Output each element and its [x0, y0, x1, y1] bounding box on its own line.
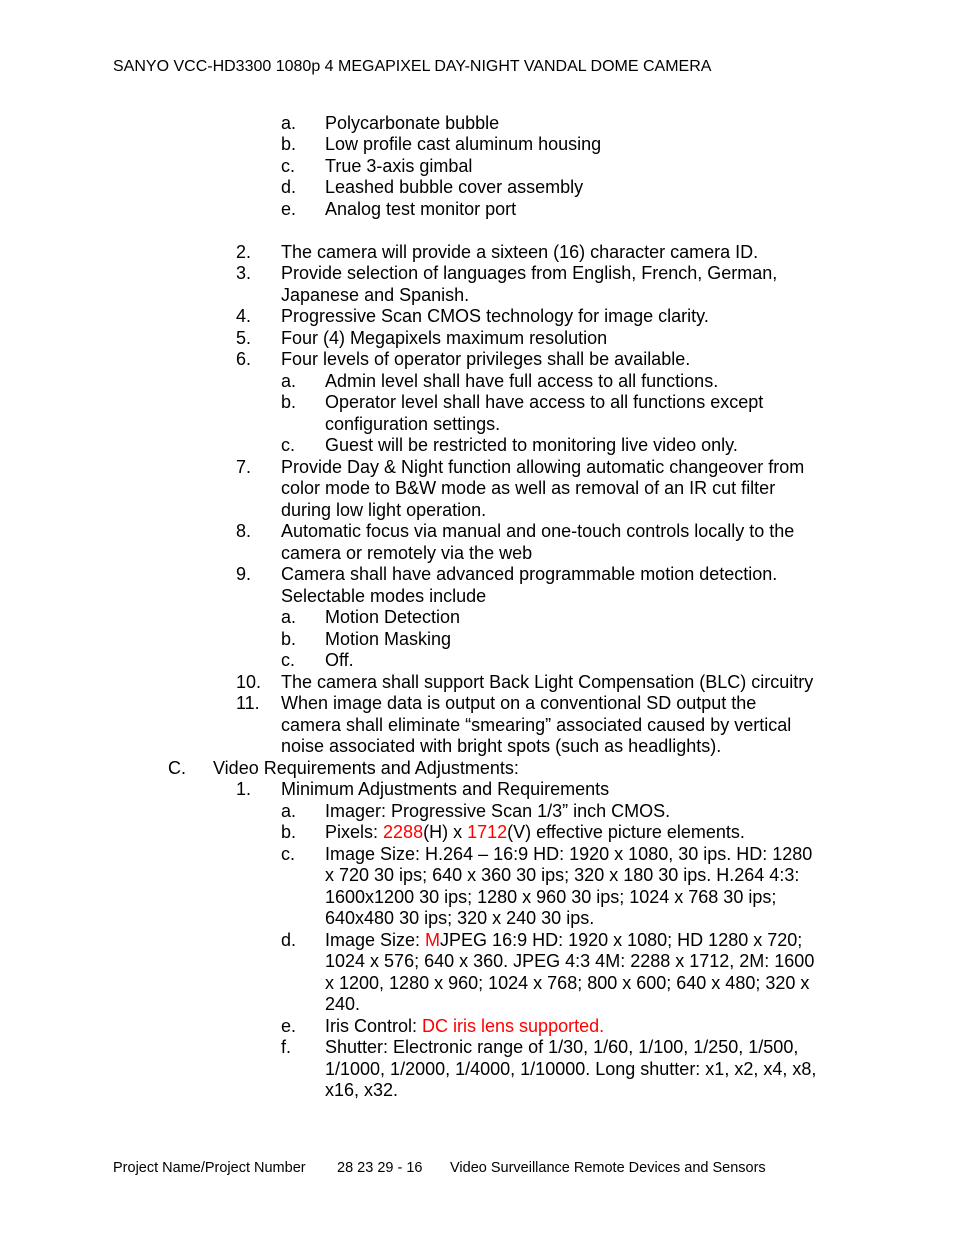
- sub-text: [325, 822, 745, 844]
- highlighted-text: M: [425, 930, 441, 950]
- highlighted-text: 2288: [383, 822, 424, 842]
- text-run: Pixels:: [325, 822, 384, 842]
- list-label: a.: [281, 113, 297, 133]
- item-text: Provide selection of languages from English, French, German,: [281, 263, 778, 283]
- section-title: Video Requirements and Adjustments:: [213, 758, 519, 778]
- list-label: e.: [281, 199, 297, 219]
- text-run: (H) x: [423, 822, 468, 842]
- sub-label: b.: [281, 392, 297, 412]
- footer-section-number: 28 23 29 - 16: [337, 1160, 423, 1176]
- text-run: Image Size:: [325, 930, 426, 950]
- item-text: Selectable modes include: [281, 586, 487, 606]
- sub-text: Shutter: Electronic range of 1/30, 1/60, 1/100, 1/250, 1/500,: [325, 1037, 799, 1057]
- item-text: Progressive Scan CMOS technology for image clarity.: [281, 306, 709, 326]
- sub-label: b.: [281, 822, 297, 842]
- sub-label: a.: [281, 371, 297, 391]
- item-number: 9.: [236, 564, 252, 584]
- item-text: Four levels of operator privileges shall be available.: [281, 349, 691, 369]
- item-text: Provide Day & Night function allowing automatic changeover from: [281, 457, 805, 477]
- text-run: Iris Control:: [325, 1016, 423, 1036]
- sub-label: c.: [281, 844, 296, 864]
- sub-text: Motion Masking: [325, 629, 452, 649]
- item-text: camera or remotely via the web: [281, 543, 533, 563]
- highlighted-text: 1712: [467, 822, 508, 842]
- item-number: 11.: [236, 693, 260, 713]
- item-text: Camera shall have advanced programmable motion detection.: [281, 564, 778, 584]
- sub-text: Guest will be restricted to monitoring live video only.: [325, 435, 738, 455]
- sub-label: b.: [281, 629, 297, 649]
- sub-label: e.: [281, 1016, 297, 1036]
- sub-text: x 1200, 1280 x 960; 1024 x 768; 800 x 600; 640 x 480; 320 x: [325, 973, 810, 993]
- sub-text: Motion Detection: [325, 607, 461, 627]
- sub-label: a.: [281, 607, 297, 627]
- item-number: 3.: [236, 263, 252, 283]
- item-text: color mode to B&W mode as well as removal of an IR cut filter: [281, 478, 776, 498]
- item-number: 10.: [236, 672, 262, 692]
- sub-text: 240.: [325, 994, 361, 1014]
- item-text: Four (4) Megapixels maximum resolution: [281, 328, 608, 348]
- page-header: SANYO VCC-HD3300 1080p 4 MEGAPIXEL DAY-NIGHT VANDAL DOME CAMERA: [113, 58, 712, 75]
- item-text: When image data is output on a conventional SD output the: [281, 693, 757, 713]
- section-label: C.: [168, 758, 186, 778]
- item-number: 7.: [236, 457, 252, 477]
- list-item: Low profile cast aluminum housing: [325, 134, 602, 154]
- item-number: 6.: [236, 349, 252, 369]
- list-item: True 3-axis gimbal: [325, 156, 473, 176]
- sub-text: Imager: Progressive Scan 1/3” inch CMOS.: [325, 801, 671, 821]
- item-text: camera shall eliminate “smearing” associated caused by vertical: [281, 715, 792, 735]
- sub-text: 1/1000, 1/2000, 1/4000, 1/10000. Long shutter: x1, x2, x4, x8,: [325, 1059, 817, 1079]
- text-run: (V) effective picture elements.: [507, 822, 745, 842]
- sub-text: configuration settings.: [325, 414, 501, 434]
- sub-text: Off.: [325, 650, 354, 670]
- sub-label: a.: [281, 801, 297, 821]
- footer-title: Video Surveillance Remote Devices and Sensors: [450, 1160, 766, 1176]
- sub-label: f.: [281, 1037, 292, 1057]
- highlighted-text: DC iris lens supported.: [422, 1016, 605, 1036]
- sub-text: x16, x32.: [325, 1080, 399, 1100]
- item-text: Minimum Adjustments and Requirements: [281, 779, 610, 799]
- sub-text: 640x480 30 ips; 320 x 240 30 ips.: [325, 908, 595, 928]
- item-number: 5.: [236, 328, 252, 348]
- item-text: Japanese and Spanish.: [281, 285, 470, 305]
- item-text: Automatic focus via manual and one-touch controls locally to the: [281, 521, 795, 541]
- sub-text: x 720 30 ips; 640 x 360 30 ips; 320 x 180 30 ips. H.264 4:3:: [325, 865, 800, 885]
- list-item: Analog test monitor port: [325, 199, 517, 219]
- item-number: 8.: [236, 521, 252, 541]
- list-label: c.: [281, 156, 296, 176]
- sub-text: 1024 x 576; 640 x 360. JPEG 4:3 4M: 2288 x 1712, 2M: 1600: [325, 951, 815, 971]
- list-label: b.: [281, 134, 297, 154]
- sub-text: [325, 1016, 604, 1038]
- sub-text: 1600x1200 30 ips; 1280 x 960 30 ips; 1024 x 768 30 ips;: [325, 887, 777, 907]
- item-number: 1.: [236, 779, 252, 799]
- page-footer: [113, 1159, 766, 1177]
- sub-label: d.: [281, 930, 297, 950]
- item-text: The camera will provide a sixteen (16) character camera ID.: [281, 242, 759, 262]
- sub-label: c.: [281, 650, 296, 670]
- list-item: Polycarbonate bubble: [325, 113, 500, 133]
- item-text: The camera shall support Back Light Compensation (BLC) circuitry: [281, 672, 814, 692]
- item-number: 2.: [236, 242, 252, 262]
- list-item: Leashed bubble cover assembly: [325, 177, 584, 197]
- sub-text: Image Size: H.264 – 16:9 HD: 1920 x 1080, 30 ips. HD: 1280: [325, 844, 813, 864]
- item-text: during low light operation.: [281, 500, 487, 520]
- footer-project: Project Name/Project Number: [113, 1160, 306, 1176]
- sub-text: Operator level shall have access to all functions except: [325, 392, 764, 412]
- sub-text: Admin level shall have full access to all functions.: [325, 371, 719, 391]
- sub-label: c.: [281, 435, 296, 455]
- item-text: noise associated with bright spots (such as headlights).: [281, 736, 722, 756]
- sub-text: [325, 930, 802, 952]
- text-run: JPEG 16:9 HD: 1920 x 1080; HD 1280 x 720;: [440, 930, 803, 950]
- item-number: 4.: [236, 306, 252, 326]
- list-label: d.: [281, 177, 297, 197]
